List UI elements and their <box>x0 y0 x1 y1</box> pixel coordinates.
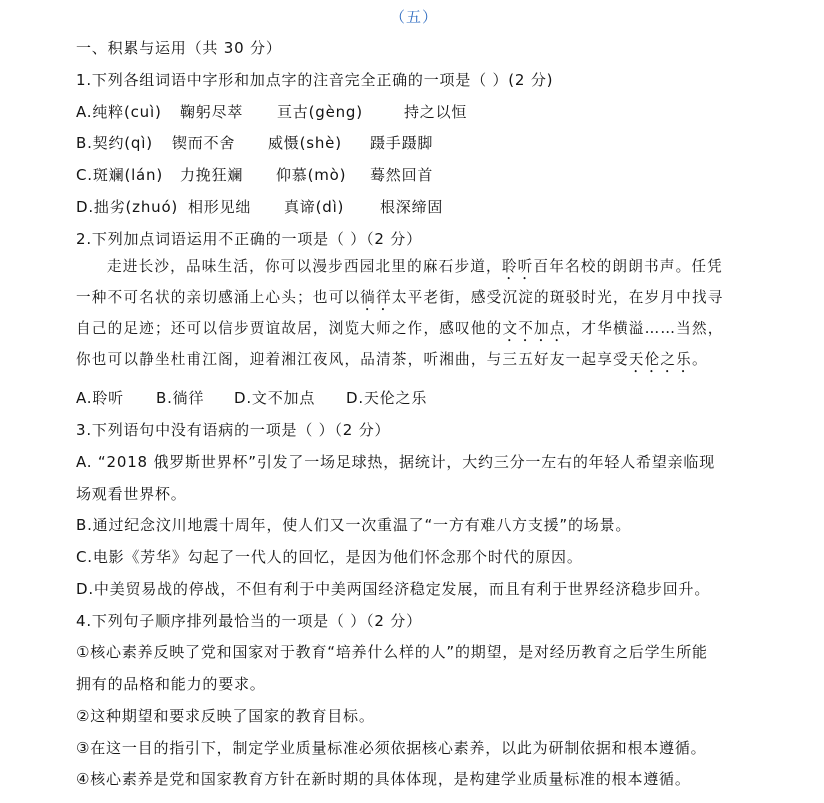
passage-text: ，才华横溢……当然， <box>565 320 724 338</box>
dotted-word: 文不加点 <box>502 320 566 338</box>
option-term: 力挽狂斓 <box>180 166 244 184</box>
exam-page <box>0 1 824 796</box>
dotted-word: 聆听 <box>501 258 534 276</box>
page-title: （五） <box>389 8 438 26</box>
passage-line <box>76 282 824 313</box>
dotted-word: 天伦之乐 <box>628 351 692 369</box>
question-3-stem: 3.下列语句中没有语病的一项是（ ）（2 分） <box>76 421 391 439</box>
question-3-option-d: D.中美贸易战的停战，不但有利于中美两国经济稳定发展，而且有利于世界经济稳步回升。 <box>76 579 711 598</box>
option-term: 相形见绌 <box>188 197 252 216</box>
passage-text: 走进长沙，品味生活，你可以漫步西园北里的麻石步道， <box>107 258 502 276</box>
sentence-1-continued: 拥有的品格和能力的要求。 <box>76 675 266 693</box>
option-term: 威慑(shè) <box>268 134 342 153</box>
option-label-term: C.斑斓(lán) <box>76 166 164 184</box>
question-1-option-a <box>76 97 824 129</box>
option-term: 蹑手蹑脚 <box>370 134 434 153</box>
option-label-term: B.契约(qì) <box>76 134 153 153</box>
question-3-option-a: A. “2018 俄罗斯世界杯”引发了一场足球热，据统计，大约三分一左右的年轻人希望亲临现 <box>76 452 716 471</box>
passage-text: 百年名校的朗朗书声。任凭 <box>533 258 723 276</box>
question-2-stem: 2.下列加点词语运用不正确的一项是（ ）（2 分） <box>76 229 422 248</box>
question-3-option-c: C.电影《芳华》勾起了一代人的回忆，是因为他们怀念那个时代的原因。 <box>76 548 583 566</box>
option-c: D.文不加点 <box>234 389 316 408</box>
passage-line <box>76 251 824 282</box>
question-1-option-c <box>76 160 824 192</box>
question-3-option-b: B.通过纪念汶川地震十周年，使人们又一次重温了“一方有难八方支援”的场景。 <box>76 516 632 535</box>
passage-line <box>76 313 824 344</box>
passage-text: 一种不可名状的亲切感涌上心头；也可以 <box>76 289 361 307</box>
sentence-2: ②这种期望和要求反映了国家的教育目标。 <box>76 706 375 725</box>
option-term: 真谛(dì) <box>284 197 345 216</box>
question-4-stem: 4.下列句子顺序排列最恰当的一项是（ ）（2 分） <box>76 611 422 630</box>
option-term: 持之以恒 <box>404 102 468 121</box>
dotted-word: 徜徉 <box>360 289 392 307</box>
option-a: A.聆听 <box>76 389 124 408</box>
sentence-4: ④核心素养是党和国家教育方针在新时期的具体体现，是构建学业质量标准的根本遵循。 <box>76 770 691 789</box>
question-1-option-d <box>76 192 824 224</box>
option-d: D.天伦之乐 <box>346 389 428 408</box>
option-b: B.徜徉 <box>156 389 205 408</box>
option-term: 锲而不舍 <box>172 134 236 153</box>
question-1-stem: 1.下列各组词语中字形和加点字的注音完全正确的一项是（ ）(2 分) <box>76 70 554 89</box>
exam-content <box>0 33 824 796</box>
passage-text: 你也可以静坐杜甫江阁，迎着湘江夜风，品清茶，听湘曲，与三五好友一起享受 <box>76 351 629 369</box>
sentence-1: ①核心素养反映了党和国家对于教育“培养什么样的人”的期望，是对经历教育之后学生所能 <box>76 643 708 662</box>
passage-line <box>76 344 824 375</box>
passage-text: 太平老街，感受沉淀的斑驳时光，在岁月中找寻 <box>391 289 724 307</box>
option-term: 鞠躬尽萃 <box>180 102 244 121</box>
option-term: 仰慕(mò) <box>276 166 347 184</box>
option-term: 蓦然回首 <box>370 166 434 184</box>
question-1-option-b <box>76 128 824 160</box>
passage-text: 自己的足迹；还可以信步贾谊故居，浏览大师之作，感叹他的 <box>76 320 503 338</box>
section-heading: 一、积累与运用（共 30 分） <box>76 39 282 57</box>
question-3-option-a-continued: 场观看世界杯。 <box>76 484 187 503</box>
option-term: 亘古(gèng) <box>277 102 363 121</box>
option-label-term: A.纯粹(cuì) <box>76 102 162 121</box>
reading-passage <box>76 251 824 375</box>
sentence-3: ③在这一目的指引下，制定学业质量标准必须依据核心素养，以此为研制依据和根本遵循。 <box>76 738 707 757</box>
passage-text: 。 <box>691 351 708 369</box>
question-2-options <box>76 383 824 415</box>
option-label-term: D.拙劣(zhuó) <box>76 197 179 216</box>
option-term: 根深缔固 <box>380 197 444 216</box>
